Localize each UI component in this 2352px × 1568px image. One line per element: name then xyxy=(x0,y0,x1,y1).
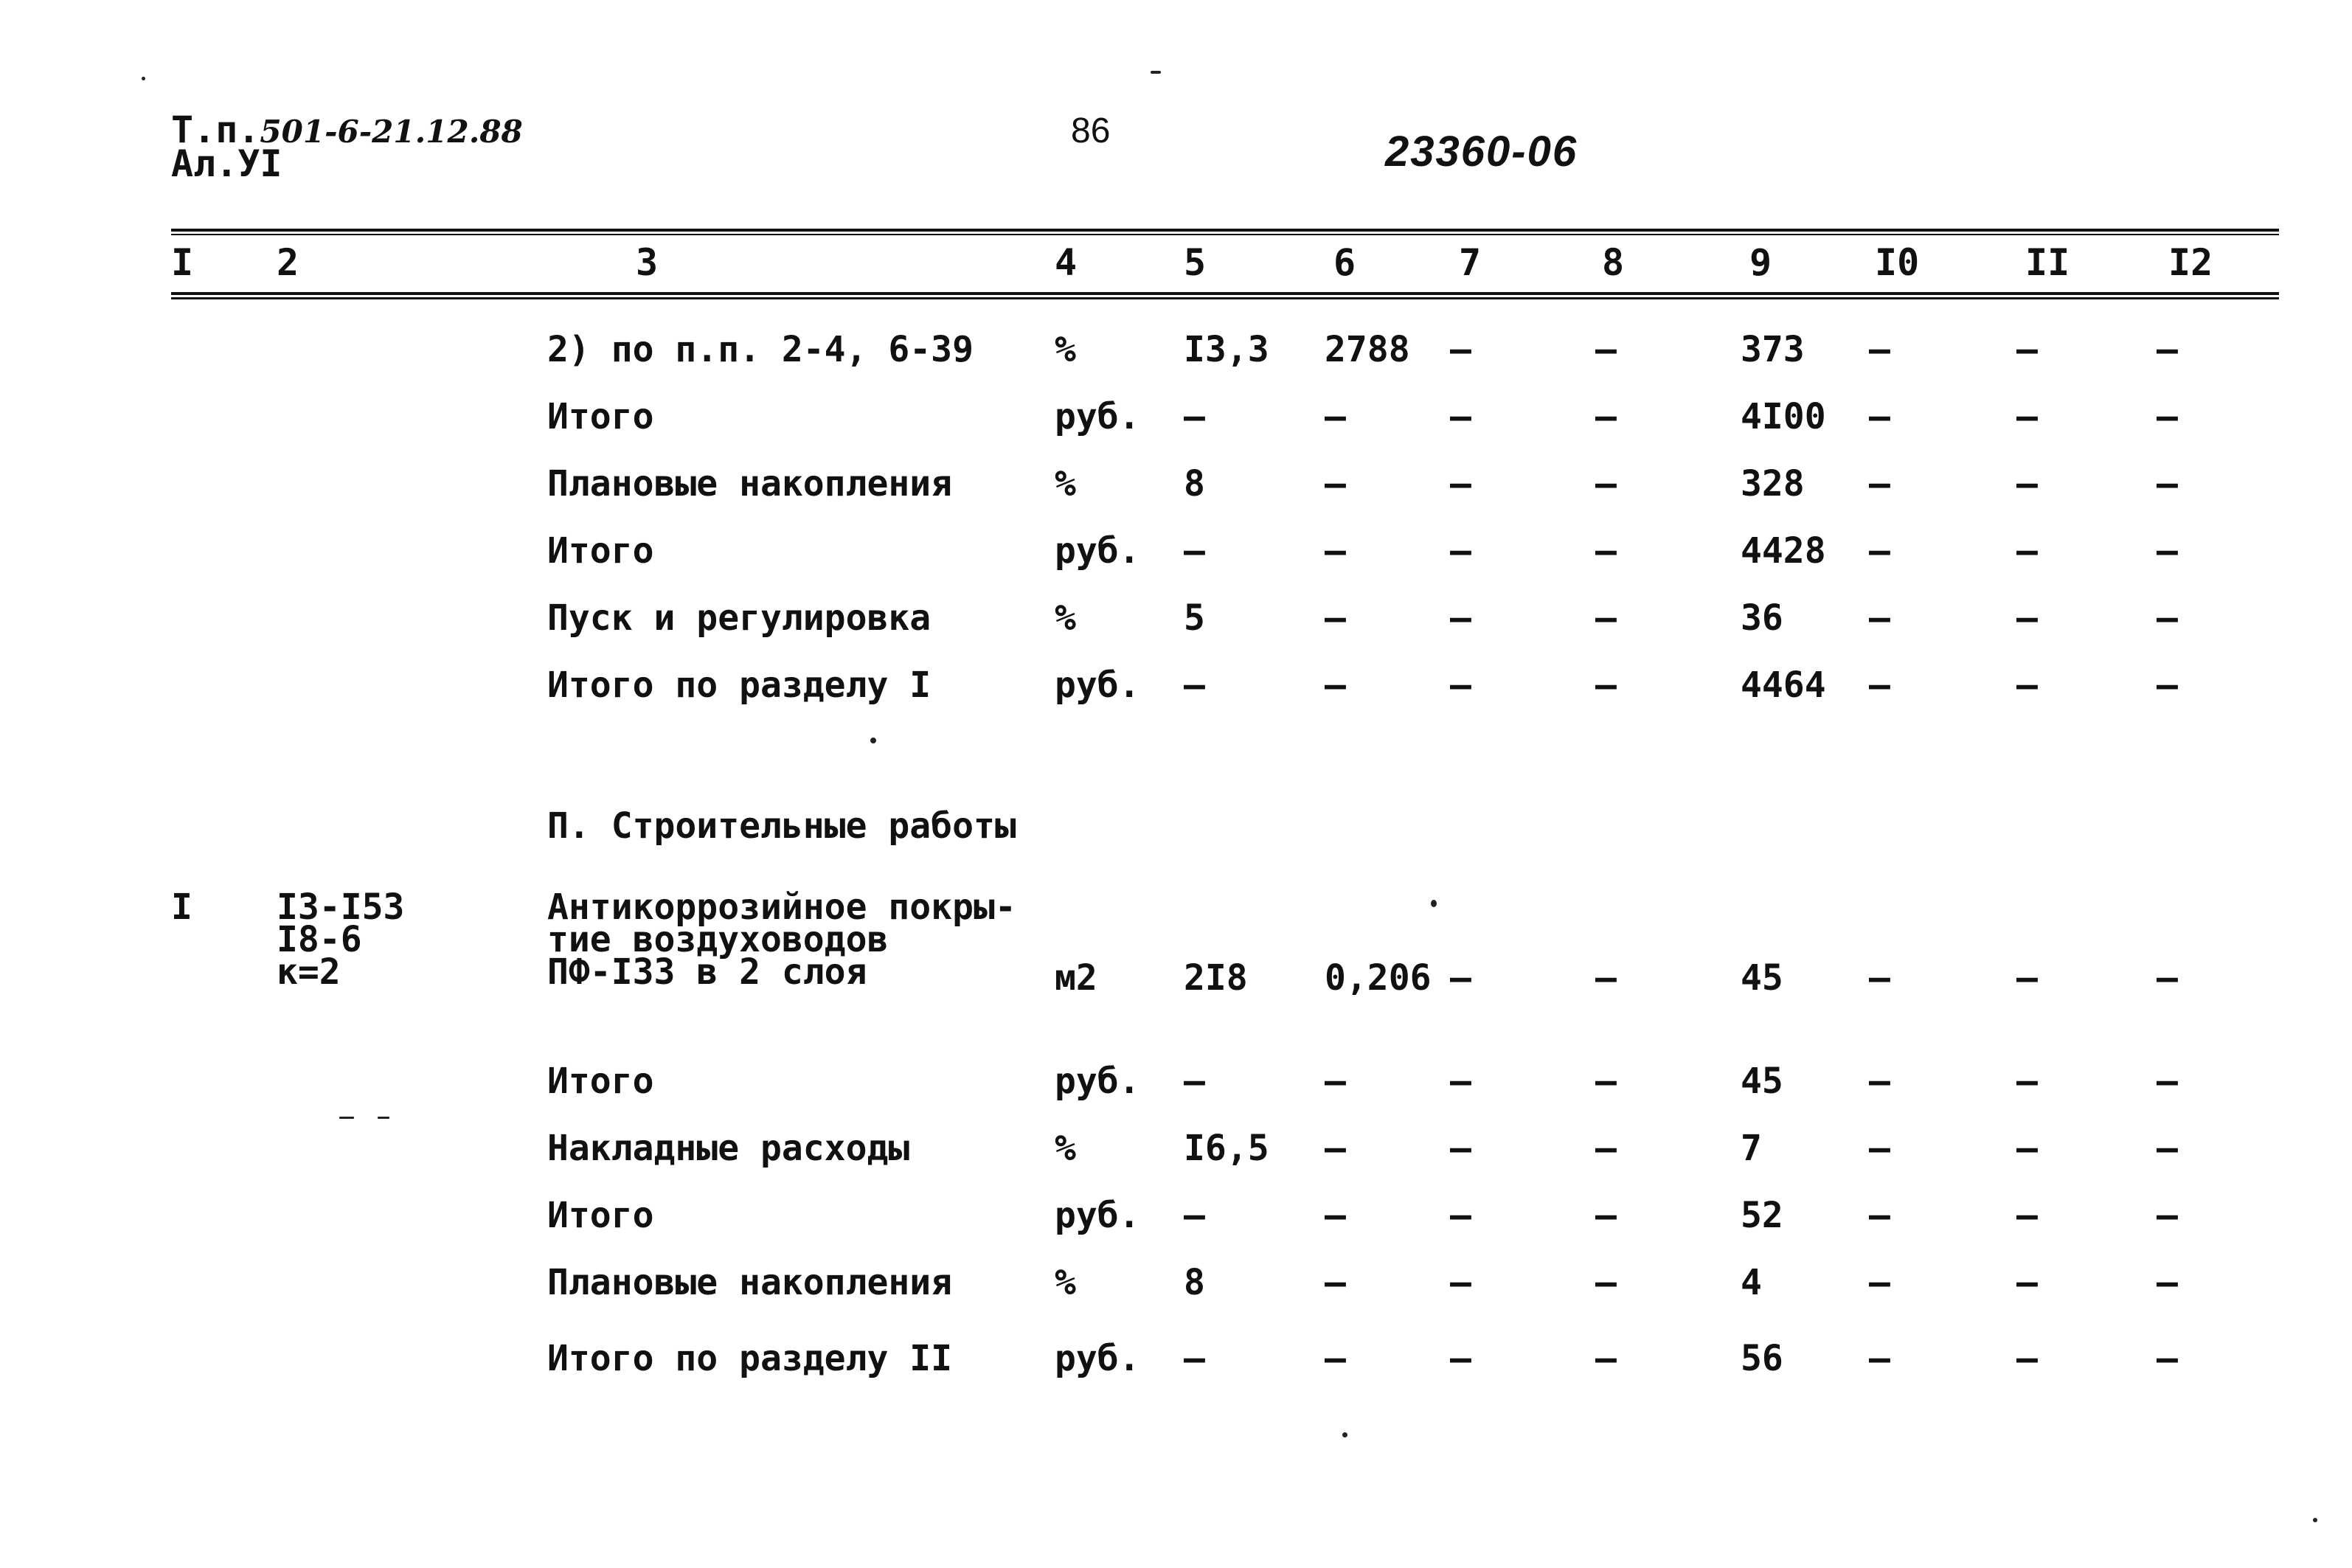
row-col8: – xyxy=(1595,597,1617,639)
row-description: Плановые накопления xyxy=(547,1262,953,1303)
row-col8: – xyxy=(1595,463,1617,504)
scan-speck xyxy=(870,738,876,743)
scan-speck xyxy=(1431,900,1437,907)
col-header-2: 2 xyxy=(277,241,299,284)
row-description: Итого xyxy=(547,1195,654,1236)
row-unit: % xyxy=(1055,597,1076,639)
row-col6: – xyxy=(1325,530,1346,572)
row-col11: – xyxy=(2016,597,2038,639)
row-unit: % xyxy=(1055,329,1076,370)
row-col10: – xyxy=(1869,1338,1890,1379)
row-col8: – xyxy=(1595,530,1617,572)
row-unit: руб. xyxy=(1055,1195,1140,1236)
row-description: Итого по разделу I xyxy=(547,665,932,706)
col-header-3: 3 xyxy=(636,241,659,284)
row-col11: – xyxy=(2016,957,2038,999)
col-header-1: I xyxy=(171,241,194,284)
row-description: Итого xyxy=(547,530,654,572)
item-code-line1: I3-I53 xyxy=(277,887,405,928)
row-unit: м2 xyxy=(1055,957,1097,999)
row-col9: 373 xyxy=(1741,329,1805,370)
row-col8: – xyxy=(1595,1128,1617,1169)
row-col10: – xyxy=(1869,1262,1890,1303)
row-col12: – xyxy=(2157,463,2178,504)
row-col9: 7 xyxy=(1741,1128,1762,1169)
row-col8: – xyxy=(1595,1195,1617,1236)
row-col11: – xyxy=(2016,1128,2038,1169)
table-row xyxy=(0,1059,2352,1103)
row-unit: % xyxy=(1055,1128,1076,1169)
row-col9: 56 xyxy=(1741,1338,1783,1379)
table-row xyxy=(0,462,2352,506)
row-col7: – xyxy=(1450,1128,1471,1169)
row-col8: – xyxy=(1595,665,1617,706)
col-header-12: I2 xyxy=(2168,241,2213,284)
header-rule-bottom-2 xyxy=(171,297,2279,299)
row-unit: руб. xyxy=(1055,1338,1140,1379)
row-col5: – xyxy=(1184,530,1205,572)
row-col9: 4464 xyxy=(1741,665,1826,706)
row-col7: – xyxy=(1450,463,1471,504)
row-unit: руб. xyxy=(1055,665,1140,706)
doc-code: 23360-06 xyxy=(1385,128,1578,176)
table-row xyxy=(0,327,2352,372)
row-col9: 4 xyxy=(1741,1262,1762,1303)
row-col7: – xyxy=(1450,957,1471,999)
row-col5: 5 xyxy=(1184,597,1205,639)
row-description: Пуск и регулировка xyxy=(547,597,932,639)
row-col10: – xyxy=(1869,665,1890,706)
scan-speck xyxy=(1151,71,1161,74)
header-rule-top-2 xyxy=(171,234,2279,235)
row-col5: – xyxy=(1184,665,1205,706)
row-description: Итого xyxy=(547,1061,654,1102)
row-col8: – xyxy=(1595,396,1617,437)
scan-speck xyxy=(378,1117,389,1119)
row-col8: – xyxy=(1595,329,1617,370)
row-description: Итого по разделу II xyxy=(547,1338,953,1379)
col-header-6: 6 xyxy=(1333,241,1356,284)
row-col6: – xyxy=(1325,1195,1346,1236)
row-col6: 0,206 xyxy=(1325,957,1432,999)
row-col5: I3,3 xyxy=(1184,329,1269,370)
row-col12: – xyxy=(2157,1338,2178,1379)
row-col5: 8 xyxy=(1184,1262,1205,1303)
row-col10: – xyxy=(1869,463,1890,504)
row-col7: – xyxy=(1450,1338,1471,1379)
col-header-7: 7 xyxy=(1459,241,1482,284)
row-col6: – xyxy=(1325,463,1346,504)
header-rule-bottom xyxy=(171,292,2279,295)
row-col7: – xyxy=(1450,1061,1471,1102)
row-col11: – xyxy=(2016,463,2038,504)
page-number: 86 xyxy=(1071,111,1111,150)
row-col7: – xyxy=(1450,329,1471,370)
row-col8: – xyxy=(1595,1262,1617,1303)
table-row xyxy=(0,1336,2352,1381)
row-col9: 328 xyxy=(1741,463,1805,504)
row-col10: – xyxy=(1869,1128,1890,1169)
row-col12: – xyxy=(2157,329,2178,370)
scan-speck xyxy=(2313,1518,2317,1522)
row-col11: – xyxy=(2016,530,2038,572)
row-col10: – xyxy=(1869,1061,1890,1102)
row-col9: 4428 xyxy=(1741,530,1826,572)
col-header-10: I0 xyxy=(1875,241,1920,284)
row-col11: – xyxy=(2016,1262,2038,1303)
row-col6: – xyxy=(1325,396,1346,437)
row-col5: I6,5 xyxy=(1184,1128,1269,1169)
row-col12: – xyxy=(2157,396,2178,437)
row-col11: – xyxy=(2016,396,2038,437)
row-col10: – xyxy=(1869,957,1890,999)
row-col7: – xyxy=(1450,1195,1471,1236)
row-col5: 2I8 xyxy=(1184,957,1248,999)
col-header-4: 4 xyxy=(1055,241,1078,284)
row-col10: – xyxy=(1869,1195,1890,1236)
row-col12: – xyxy=(2157,597,2178,639)
row-col12: – xyxy=(2157,1061,2178,1102)
table-row xyxy=(0,951,2352,1000)
row-col9: 52 xyxy=(1741,1195,1783,1236)
item-code-line3: к=2 xyxy=(277,951,341,993)
row-col10: – xyxy=(1869,597,1890,639)
row-col5: – xyxy=(1184,1195,1205,1236)
table-row xyxy=(0,529,2352,573)
row-col7: – xyxy=(1450,597,1471,639)
row-col11: – xyxy=(2016,665,2038,706)
row-col11: – xyxy=(2016,1338,2038,1379)
item-description-line2: тие воздуховодов xyxy=(547,919,889,960)
header-rule-top xyxy=(171,229,2279,232)
row-col12: – xyxy=(2157,1128,2178,1169)
row-unit: % xyxy=(1055,1262,1076,1303)
row-col5: – xyxy=(1184,396,1205,437)
row-description: Плановые накопления xyxy=(547,463,953,504)
row-col5: – xyxy=(1184,1061,1205,1102)
row-col6: – xyxy=(1325,597,1346,639)
row-description: 2) по п.п. 2-4, 6-39 xyxy=(547,329,974,370)
row-col10: – xyxy=(1869,396,1890,437)
row-col5: – xyxy=(1184,1338,1205,1379)
col-header-9: 9 xyxy=(1749,241,1772,284)
row-col5: 8 xyxy=(1184,463,1205,504)
scan-speck xyxy=(142,77,145,80)
row-col11: – xyxy=(2016,1195,2038,1236)
row-col9: 45 xyxy=(1741,1061,1783,1102)
table-row xyxy=(0,1193,2352,1238)
row-col7: – xyxy=(1450,530,1471,572)
col-header-11: II xyxy=(2025,241,2070,284)
row-col9: 45 xyxy=(1741,957,1783,999)
row-col8: – xyxy=(1595,957,1617,999)
row-col8: – xyxy=(1595,1338,1617,1379)
table-row xyxy=(0,395,2352,439)
row-col7: – xyxy=(1450,1262,1471,1303)
row-col8: – xyxy=(1595,1061,1617,1102)
row-col7: – xyxy=(1450,396,1471,437)
row-col7: – xyxy=(1450,665,1471,706)
row-col12: – xyxy=(2157,1262,2178,1303)
row-description: Накладные расходы xyxy=(547,1128,910,1169)
doc-type-label: Т.п. xyxy=(171,108,260,151)
item-description-line3: ПФ-I33 в 2 слоя xyxy=(547,951,867,993)
row-col6: – xyxy=(1325,1128,1346,1169)
scan-speck xyxy=(339,1117,354,1119)
row-unit: руб. xyxy=(1055,530,1140,572)
item-number: I xyxy=(171,887,192,928)
row-col12: – xyxy=(2157,530,2178,572)
table-row xyxy=(0,596,2352,640)
table-row xyxy=(0,663,2352,707)
row-col9: 4I00 xyxy=(1741,396,1826,437)
section-title: П. Строительные работы xyxy=(547,805,1016,847)
row-col6: – xyxy=(1325,1262,1346,1303)
doc-type-number: 501-6-21.12.88 xyxy=(260,114,523,150)
table-row xyxy=(0,1126,2352,1170)
row-col6: 2788 xyxy=(1325,329,1410,370)
row-col12: – xyxy=(2157,1195,2178,1236)
doc-type-line2: Ал.УI xyxy=(171,142,282,185)
row-col6: – xyxy=(1325,1061,1346,1102)
row-unit: руб. xyxy=(1055,1061,1140,1102)
row-col6: – xyxy=(1325,1338,1346,1379)
row-col10: – xyxy=(1869,530,1890,572)
row-unit: % xyxy=(1055,463,1076,504)
col-header-5: 5 xyxy=(1184,241,1207,284)
row-col11: – xyxy=(2016,1061,2038,1102)
table-row xyxy=(0,1260,2352,1305)
row-col11: – xyxy=(2016,329,2038,370)
item-description-line1: Антикоррозийное покры- xyxy=(547,887,1016,928)
row-col12: – xyxy=(2157,957,2178,999)
row-unit: руб. xyxy=(1055,396,1140,437)
row-description: Итого xyxy=(547,396,654,437)
scan-speck xyxy=(1342,1432,1347,1437)
row-col10: – xyxy=(1869,329,1890,370)
row-col9: 36 xyxy=(1741,597,1783,639)
row-col12: – xyxy=(2157,665,2178,706)
col-header-8: 8 xyxy=(1602,241,1625,284)
item-code-line2: I8-6 xyxy=(277,919,362,960)
row-col6: – xyxy=(1325,665,1346,706)
